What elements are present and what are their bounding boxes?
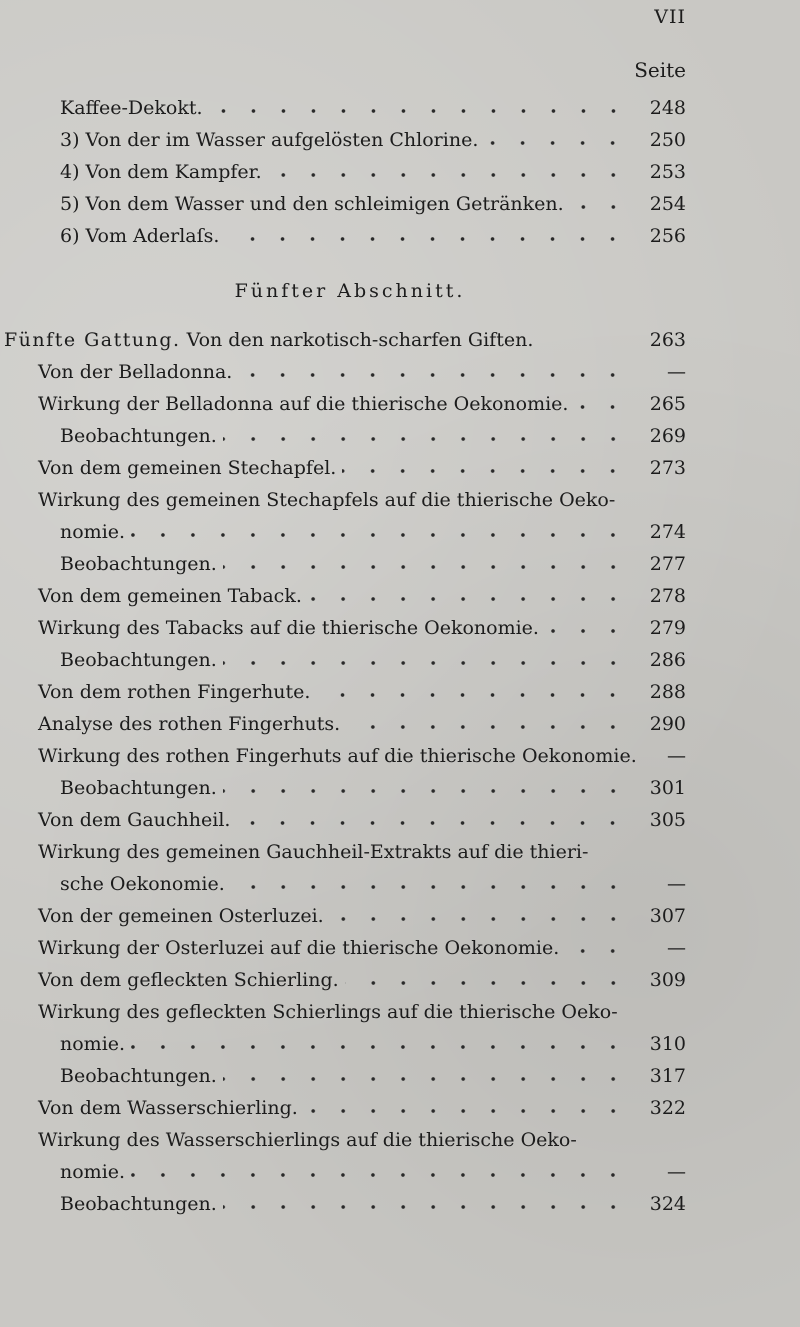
dot-leader <box>342 468 628 474</box>
toc-entry-title: Von dem rothen Fingerhute. <box>38 681 311 703</box>
toc-page-number: — <box>667 745 686 767</box>
toc-entry-title: Beobachtungen. <box>60 425 217 447</box>
toc-entry <box>60 510 686 542</box>
toc-entry-title: Wirkung des rothen Fingerhuts auf die thierische Oekonomie. <box>38 745 637 767</box>
dot-leader <box>545 628 628 634</box>
toc-entry <box>60 1054 686 1086</box>
toc-entry-title: Analyse des rothen Fingerhuts. <box>38 713 341 735</box>
dot-leader <box>223 660 628 666</box>
toc-page-number: 250 <box>649 129 686 151</box>
toc-entry-title: Beobachtungen. <box>60 649 217 671</box>
page-column-label: Seite <box>634 58 686 82</box>
dot-leader <box>223 788 628 794</box>
toc-page-number: 273 <box>649 457 686 479</box>
toc-page-number: 324 <box>649 1193 686 1215</box>
toc-entry-title: Wirkung des gefleckten Schierlings auf die thierische Oeko- <box>38 1001 618 1023</box>
toc-page-number: 305 <box>649 809 686 831</box>
toc-entry-title: Von dem gemeinen Taback. <box>38 585 302 607</box>
toc-entry-title: 4) Von dem Kampfer. <box>60 161 262 183</box>
toc-entry <box>60 86 686 118</box>
toc-page-number: — <box>667 873 686 895</box>
dot-leader <box>594 852 628 858</box>
toc-entry <box>60 214 686 246</box>
toc-entry-title: 3) Von der im Wasser aufgelösten Chlorine. <box>60 129 479 151</box>
toc-entry-title: Wirkung des gemeinen Gauchheil-Extrakts auf die thieri- <box>38 841 589 863</box>
dot-leader <box>209 108 628 114</box>
toc-entry-title: Von dem Gauchheil. <box>38 809 231 831</box>
toc-entry <box>38 1086 686 1118</box>
toc-entry-title: Beobachtungen. <box>60 553 217 575</box>
toc-page-number: 322 <box>649 1097 686 1119</box>
toc-page-number: 265 <box>649 393 686 415</box>
toc-page-number: 301 <box>649 777 686 799</box>
page-number: VII <box>654 6 686 28</box>
toc-entry <box>38 446 686 478</box>
dot-leader <box>131 532 628 538</box>
toc-entry-title: Von dem gefleckten Schierling. <box>38 969 339 991</box>
dot-leader <box>316 692 628 698</box>
toc-entry <box>38 734 686 766</box>
toc-page-number: 277 <box>649 553 686 575</box>
toc-page-number: 256 <box>649 225 686 247</box>
toc-page-number: 286 <box>649 649 686 671</box>
toc-entry <box>38 478 686 510</box>
toc-entry <box>38 894 686 926</box>
toc-entry-title: 6) Vom Aderlaſs. <box>60 225 220 247</box>
toc-page-number: 248 <box>649 97 686 119</box>
dot-leader <box>539 340 628 346</box>
toc-entry <box>60 150 686 182</box>
toc-entry <box>38 382 686 414</box>
toc-entry <box>60 1182 686 1214</box>
dot-leader <box>238 372 628 378</box>
dot-leader <box>484 140 628 146</box>
dot-leader <box>621 500 628 506</box>
dot-leader <box>131 1044 628 1050</box>
toc-entry-title: Beobachtungen. <box>60 777 217 799</box>
toc-entry <box>60 862 686 894</box>
toc-entry-title: Von dem gemeinen Stechapfel. <box>38 457 337 479</box>
toc-entry <box>38 350 686 382</box>
toc-entry <box>38 798 686 830</box>
toc-entry <box>38 926 686 958</box>
toc-page-number: 290 <box>649 713 686 735</box>
dot-leader <box>346 724 628 730</box>
toc-entry <box>60 1150 686 1182</box>
toc-page-number: 279 <box>649 617 686 639</box>
dot-leader <box>570 204 628 210</box>
dot-leader <box>583 1140 628 1146</box>
toc-page-number: 307 <box>649 905 686 927</box>
toc-page-number: 263 <box>649 329 686 351</box>
toc-entry <box>38 830 686 862</box>
toc-page-number: 278 <box>649 585 686 607</box>
toc-entry <box>60 118 686 150</box>
dot-leader <box>223 564 628 570</box>
dot-leader <box>268 172 628 178</box>
toc-entry-text: Von den narkotisch-scharfen Giften. <box>180 329 534 351</box>
toc-entry-title: sche Oekonomie. <box>60 873 225 895</box>
toc-entry-title: Beobachtungen. <box>60 1193 217 1215</box>
toc-entry-title: Von der Belladonna. <box>38 361 233 383</box>
toc-page-number: 269 <box>649 425 686 447</box>
toc-entry <box>60 182 686 214</box>
toc-entry-title: Wirkung des gemeinen Stechapfels auf die thierische Oeko- <box>38 489 616 511</box>
toc-page-number: 317 <box>649 1065 686 1087</box>
dot-leader <box>308 596 628 602</box>
toc-page-number: 274 <box>649 521 686 543</box>
toc-page-number: — <box>667 937 686 959</box>
toc-entry <box>38 670 686 702</box>
toc-entry <box>4 318 686 350</box>
dot-leader <box>330 916 628 922</box>
dot-leader <box>131 1172 628 1178</box>
dot-leader <box>231 884 628 890</box>
toc-entry <box>38 606 686 638</box>
dot-leader <box>225 236 628 242</box>
dot-leader <box>304 1108 628 1114</box>
toc-entry-title: Beobachtungen. <box>60 1065 217 1087</box>
toc-page-number: 309 <box>649 969 686 991</box>
toc-entry-title: Von der gemeinen Osterluzei. <box>38 905 324 927</box>
toc-entry-title: Kaffee-Dekokt. <box>60 97 203 119</box>
toc-entry-title: nomie. <box>60 1033 126 1055</box>
toc-page-number: — <box>667 361 686 383</box>
toc-page-number: — <box>667 1161 686 1183</box>
toc-page-number: 254 <box>649 193 686 215</box>
toc-entry-title: nomie. <box>60 521 126 543</box>
toc-entry-title: Wirkung der Belladonna auf die thierische Oekonomie. <box>38 393 569 415</box>
dot-leader <box>345 980 628 986</box>
toc-entry <box>38 574 686 606</box>
toc-class-label: Fünfte Gattung. <box>4 329 181 351</box>
toc-page-number: 253 <box>649 161 686 183</box>
toc-entry-title <box>4 331 533 350</box>
toc-entry-title: 5) Von dem Wasser und den schleimigen Getränken. <box>60 193 564 215</box>
toc-entry <box>38 1118 686 1150</box>
toc-page-number: 288 <box>649 681 686 703</box>
toc-entry <box>60 414 686 446</box>
dot-leader <box>236 820 628 826</box>
section-heading: Fünfter Abschnitt. <box>234 280 466 302</box>
toc-entry-title: nomie. <box>60 1161 126 1183</box>
dot-leader <box>624 1012 628 1018</box>
toc-entry <box>38 990 686 1022</box>
dot-leader <box>223 1204 628 1210</box>
toc-entry <box>38 702 686 734</box>
toc-entry-title: Von dem Wasserschierling. <box>38 1097 298 1119</box>
toc-entry <box>60 542 686 574</box>
toc-entry <box>38 958 686 990</box>
toc-entry <box>60 1022 686 1054</box>
toc-entry-title: Wirkung des Tabacks auf die thierische Oekonomie. <box>38 617 539 639</box>
toc-entry-title: Wirkung der Osterluzei auf die thierische Oekonomie. <box>38 937 560 959</box>
dot-leader <box>223 436 628 442</box>
dot-leader <box>223 1076 628 1082</box>
toc-entry-title: Wirkung des Wasserschierlings auf die thierische Oeko- <box>38 1129 577 1151</box>
toc-entry <box>60 766 686 798</box>
dot-leader <box>565 948 628 954</box>
toc-entry <box>60 638 686 670</box>
dot-leader <box>574 404 628 410</box>
toc-page-number: 310 <box>649 1033 686 1055</box>
